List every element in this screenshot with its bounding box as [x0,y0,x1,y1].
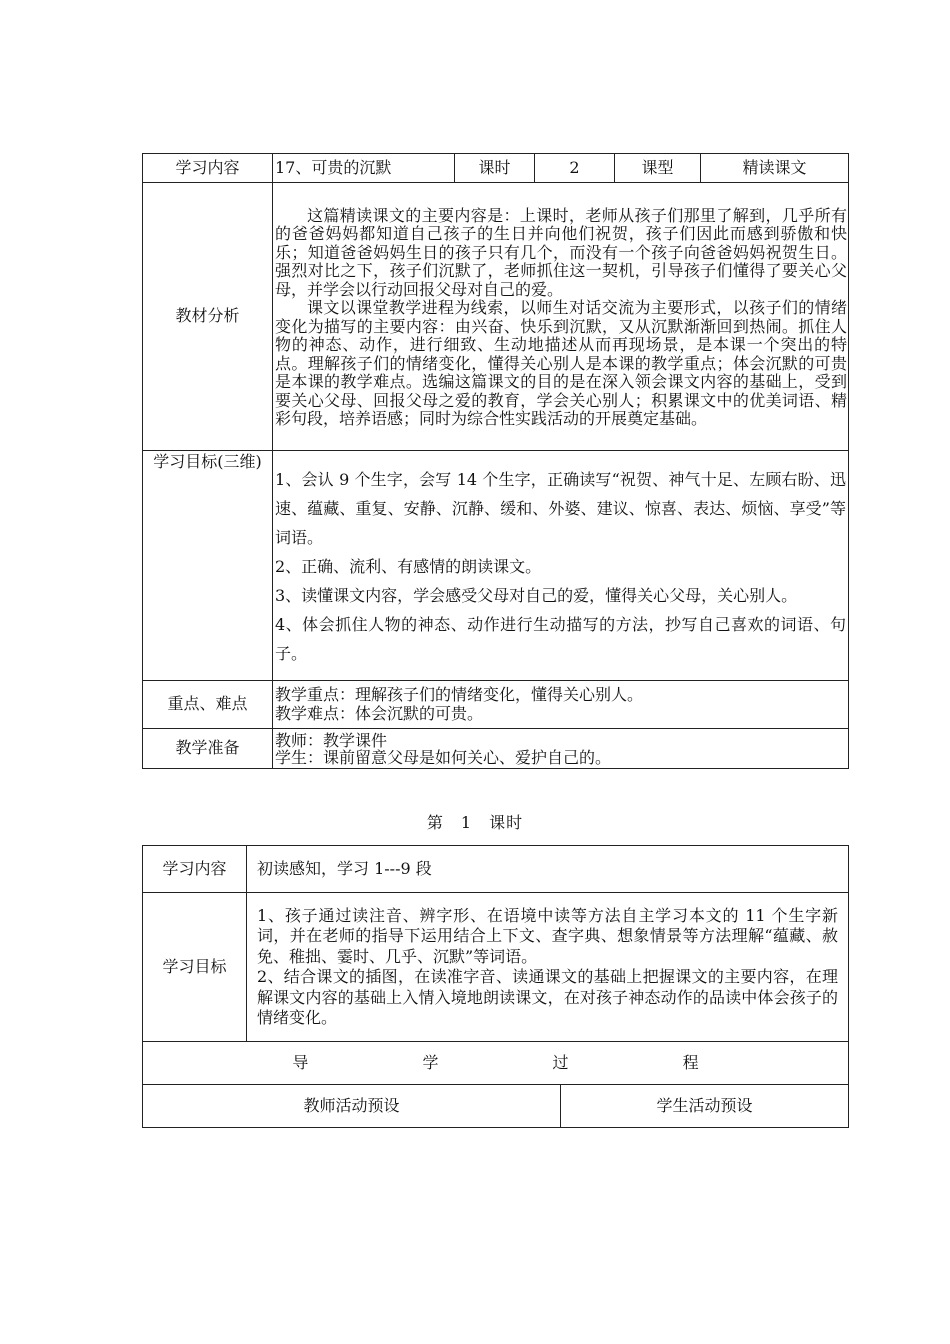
type-value: 精读课文 [701,154,849,183]
content-value: 17、可贵的沉默 [273,154,455,183]
analysis-label: 教材分析 [143,183,273,451]
lesson-goal-paragraph-2: 2、结合课文的插图，在读准字音、读通课文的基础上把握课文的主要内容，在理解课文内容的基础上入情入境地朗读课文，在对孩子神态动作的品读中体会孩子的情绪变化。 [257,967,839,1027]
goals-row [143,451,849,681]
process-char-3: 过 [552,1052,569,1072]
goal-item-2: 2、正确、流利、有感情的朗读课文。 [275,557,542,576]
goals-content [273,451,849,681]
prep-label: 教学准备 [143,729,273,769]
prep-content [273,729,849,769]
activity-header-row [143,1085,849,1128]
key-points-row [143,681,849,729]
key-points-label: 重点、难点 [143,681,273,729]
goal-item-4: 4、体会抓住人物的神态、动作进行生动描写的方法，抄写自己喜欢的词语、句子。 [275,615,846,663]
goals-label: 学习目标(三维) [143,451,273,681]
prep-student-line: 学生：课前留意父母是如何关心、爱护自己的。 [275,747,612,767]
process-char-2: 学 [422,1052,439,1072]
lesson-goal-label: 学习目标 [143,893,247,1042]
key-point-line: 教学重点：理解孩子们的情绪变化，懂得关心别人。 [275,685,644,704]
header-row [143,154,849,183]
lesson-goal-content [247,893,849,1042]
goal-item-1: 1、会认 9 个生字，会写 14 个生字，正确读写“祝贺、神气十足、左顾右盼、迅速、蕴藏、重复、安静、沉静、缓和、外婆、建议、惊喜、表达、烦恼、享受”等词语。 [275,470,846,547]
difficulty-line: 教学难点：体会沉默的可贵。 [275,703,484,723]
process-header-row [143,1042,849,1085]
lesson-content-row [143,846,849,893]
lesson-content-label: 学习内容 [143,846,247,893]
lesson-plan-table [142,153,849,769]
analysis-content [273,183,849,451]
key-points-content [273,681,849,729]
prep-row [143,729,849,769]
process-char-1: 导 [292,1052,309,1072]
analysis-paragraph-2: 课文以课堂教学进程为线索，以师生对话交流为主要形式，以孩子们的情绪变化为描写的主要内容：由兴奋、快乐到沉默，又从沉默渐渐回到热闹。抓住人物的神态、动作，进行细致、生动地描述从而再现场景，是本课一个突出的特点。理解孩子们的情绪变化，懂得关心别人是本课的教学重点；体会沉默的可贵是本课的教学难点。选编这篇课文的目的是在深入领会课文内容的基础上，受到要关心父母、回报父母之爱的教育，学会关心别人；积累课文中的优美词语、精彩句段，培养语感；同时为综合性实践活动的开展奠定基础。 [275,298,847,428]
process-char-4: 程 [682,1052,699,1072]
lesson-content-value: 初读感知，学习 1---9 段 [247,846,849,893]
lesson-goal-paragraph-1: 1、孩子通过读注音、辨字形、在语境中读等方法自主学习本文的 11 个生字新词，并在老师的指导下运用结合上下文、查字典、想象情景等方法理解“蕴藏、赦免、稚拙、霎时、几乎、沉默”等词语。 [257,905,839,966]
analysis-row [143,183,849,451]
goal-item-3: 3、读懂课文内容，学会感受父母对自己的爱，懂得关心父母，关心别人。 [275,586,798,605]
period-label: 课时 [455,154,535,183]
process-header [143,1042,849,1085]
content-label: 学习内容 [143,154,273,183]
lesson-period-title: 第 1 课时 [426,813,524,832]
analysis-paragraph-1: 这篇精读课文的主要内容是：上课时，老师从孩子们那里了解到，几乎所有的爸爸妈妈都知道自己孩子的生日并向他们祝贺，孩子们因此而感到骄傲和快乐；知道爸爸妈妈生日的孩子只有几个，而没有一个孩子向爸爸妈妈祝贺生日。强烈对比之下，孩子们沉默了，老师抓住这一契机，引导孩子们懂得了要关心父母，并学会以行动回报父母对自己的爱。 [275,205,847,299]
lesson-one-table [142,845,849,1128]
prep-teacher-line: 教师：教学课件 [275,730,388,750]
student-activity-header: 学生活动预设 [561,1085,849,1128]
type-label: 课型 [615,154,701,183]
teacher-activity-header: 教师活动预设 [143,1085,561,1128]
lesson-goal-row [143,893,849,1042]
period-value: 2 [535,154,615,183]
